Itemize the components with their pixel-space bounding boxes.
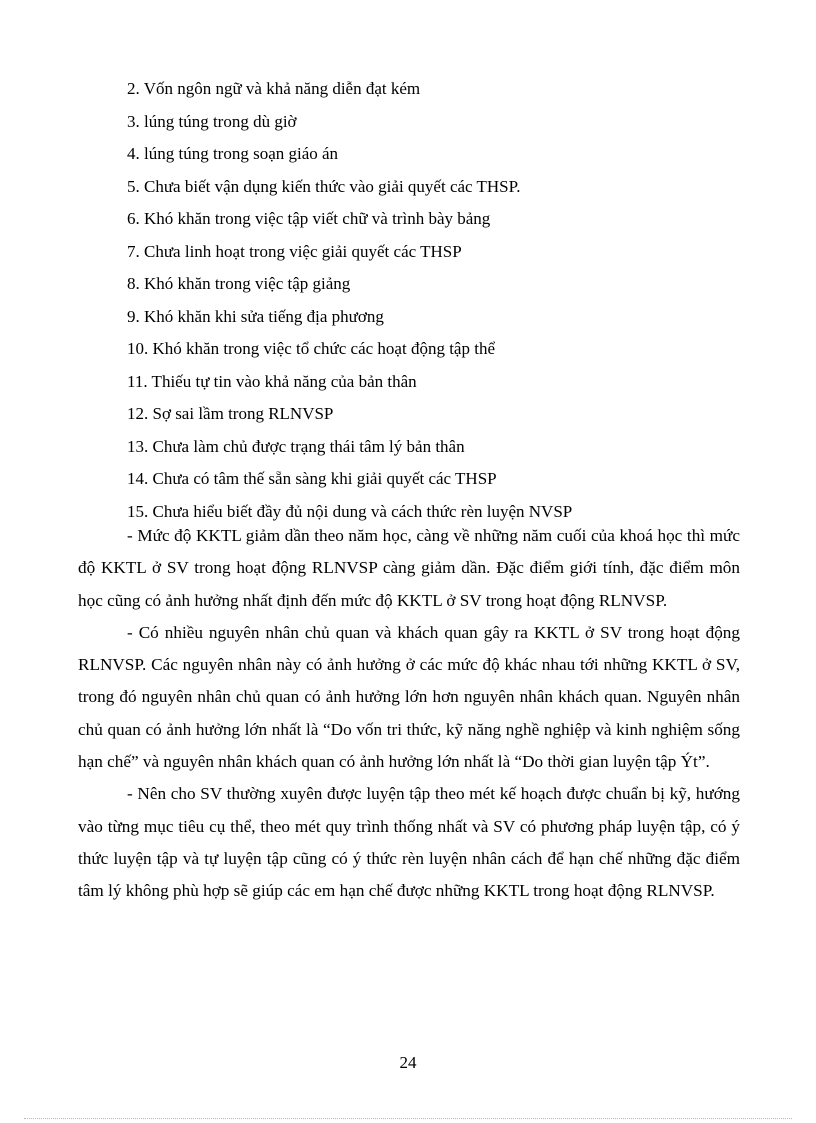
list-item: 9. Khó khăn khi sửa tiếng địa phương <box>127 306 384 326</box>
paragraph: - Nên cho SV thường xuyên được luyện tập theo mét kế hoạch được chuẩn bị kỹ, hướng vào từng mục tiêu cụ thể, theo mét quy trình thống nhất và SV có phương pháp luyện tập, có ý thức luyện tập và tự luyện tập cũng có ý thức rèn luyện nhân cách để hạn chế những đặc điểm tâm lý không phù hợp sẽ giúp các em hạn chế được những KKTL trong hoạt động RLNVSP. <box>78 784 740 901</box>
list-item: 3. lúng túng trong dù giờ <box>127 111 297 131</box>
list-item: 12. Sợ sai lầm trong RLNVSP <box>127 404 334 423</box>
list-item: 10. Khó khăn trong việc tổ chức các hoạt động tập thể <box>127 339 495 358</box>
list-item: 13. Chưa làm chủ được trạng thái tâm lý bản thân <box>127 436 465 456</box>
paragraph: - Mức độ KKTL giảm dần theo năm học, càng về những năm cuối của khoá học thì mức độ KKTL ở SV trong hoạt động RLNVSP càng giảm dần. Đặc điểm giới tính, đặc điểm môn học cũng có ảnh hưởng nhất định đến mức độ KKTL ở SV trong hoạt động RLNVSP. <box>78 526 740 610</box>
difficulty-list <box>127 73 747 528</box>
list-item: 7. Chưa linh hoạt trong việc giải quyết các THSP <box>127 241 462 261</box>
conclusion-paragraphs <box>78 520 740 908</box>
list-item: 8. Khó khăn trong việc tập giảng <box>127 274 351 293</box>
list-item: 2. Vốn ngôn ngữ và khả năng diễn đạt kém <box>127 79 421 98</box>
list-item: 14. Chưa có tâm thế sẵn sàng khi giải quyết các THSP <box>127 469 497 488</box>
list-item: 15. Chưa hiểu biết đầy đủ nội dung và cách thức rèn luyện NVSP <box>127 501 573 521</box>
list-item: 11. Thiếu tự tin vào khả năng của bản thân <box>127 371 417 391</box>
list-item: 4. lúng túng trong soạn giáo án <box>127 144 339 163</box>
paragraph: - Có nhiều nguyên nhân chủ quan và khách quan gây ra KKTL ở SV trong hoạt động RLNVSP. Các nguyên nhân này có ảnh hưởng ở các mức độ khác nhau tới những KKTL ở SV, trong đó nguyên nhân chủ quan có ảnh hưởng lớn hơn nguyên nhân khách quan. Nguyên nhân chủ quan có ảnh hưởng lớn nhất là “Do vốn tri thức, kỹ năng nghề nghiệp và kinh nghiệm sống hạn chế” và nguyên nhân khách quan có ảnh hưởng lớn nhất là “Do thời gian luyện tập Ýt”. <box>78 622 740 772</box>
page-number: 24 <box>399 1053 417 1072</box>
page-bottom-divider <box>24 1118 792 1119</box>
list-item: 6. Khó khăn trong việc tập viết chữ và trình bày bảng <box>127 209 491 228</box>
list-item: 5. Chưa biết vận dụng kiến thức vào giải quyết các THSP. <box>127 176 521 196</box>
